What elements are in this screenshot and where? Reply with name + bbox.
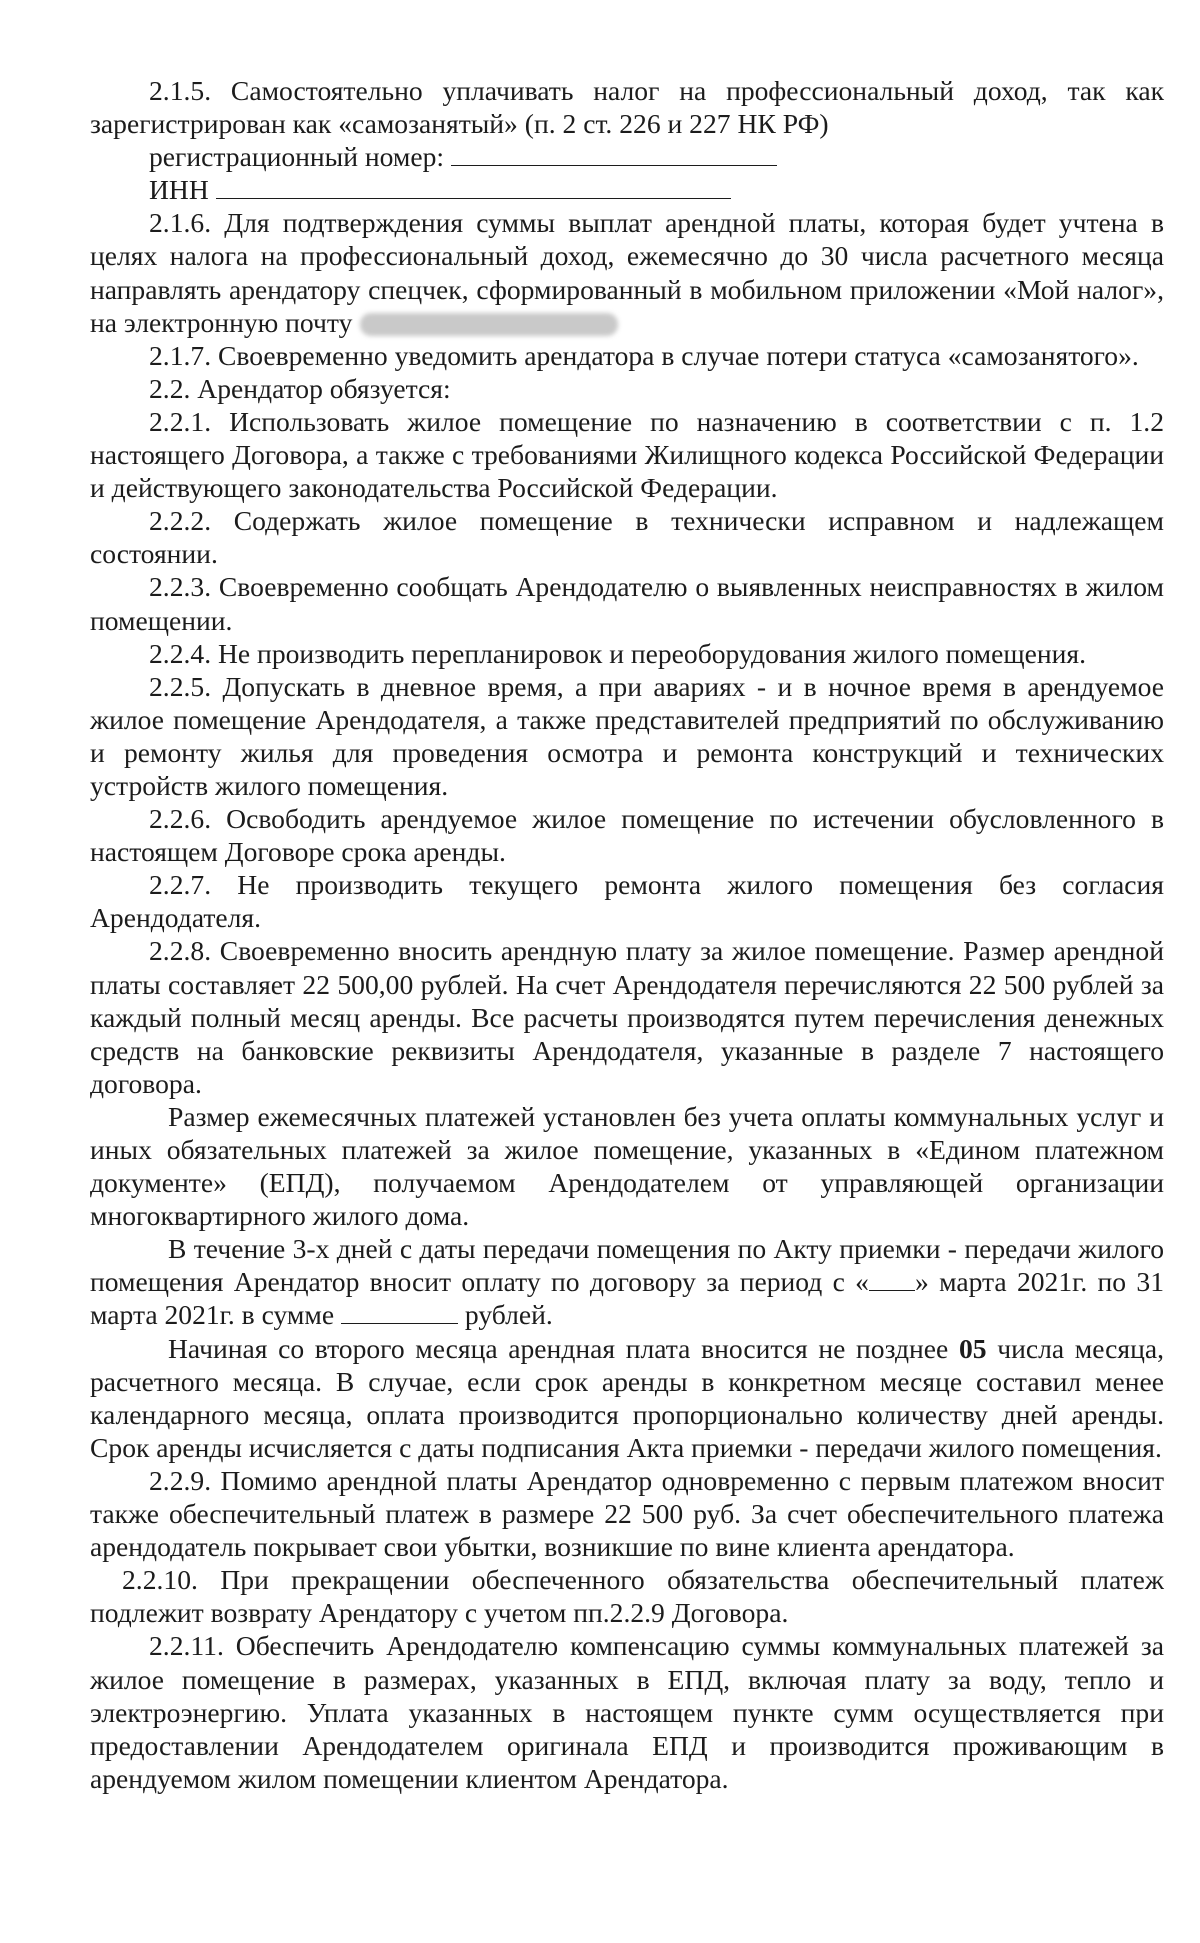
second-month-text-a: Начиная со второго месяца арендная плата вносится не позднее [168,1332,949,1364]
due-day: 05 [958,1332,987,1364]
first-payment-text-a: В течение 3-х дней с даты передачи помещения по Акту приемки - передачи жилого помещения Арендатор вносит оплату по договору за период с « [90,1233,1164,1298]
clause-2-2-1: 2.2.1. Использовать жилое помещение по назначению в соответствии с п. 1.2 настоящего Договора, а также с требованиями Жилищного кодекса Российской Федерации и действующего законодательства Российской Федерации. [90,405,1164,504]
clause-2-2-3: 2.2.3. Своевременно сообщать Арендодателю о выявленных неисправностях в жилом помещении. [90,571,1164,636]
clause-2-2-7: 2.2.7. Не производить текущего ремонта жилого помещения без согласия Арендодателя. [90,869,1164,934]
registration-number-label: регистрационный номер: [149,141,445,173]
redacted-email [360,313,618,336]
clause-2-2-8: 2.2.8. Своевременно вносить арендную плату за жилое помещение. Размер арендной платы составляет 22 500,00 рублей. На счет Арендодателя перечисляются 22 500 рублей за каждый полный месяц аренды. Все расчеты производятся путем перечисления денежных средств на банковские реквизиты Арендодателя, указанные в разделе 7 настоящего договора. [90,935,1164,1099]
inn-blank [216,174,731,199]
second-month-paragraph [90,1332,1164,1464]
inn-label: ИНН [149,174,209,206]
clause-2-1-6 [90,206,1164,338]
second-month-text-b: числа месяца, расчетного месяца. В случае, если срок аренды в конкретном месяце составил менее календарного месяца, оплата производится пропорционально количеству дней аренды. Срок аренды исчисляется с даты подписания Акта приемки - передачи жилого помещения. [90,1332,1164,1463]
registration-number-line [90,140,1164,173]
clause-2-2-5: 2.2.5. Допускать в дневное время, а при авариях - и в ночное время в арендуемое жилое помещение Арендодателя, а также представителей предприятий по обслуживанию и ремонту жилья для проведения осмотра и ремонта конструкций и технических устройств жилого помещения. [90,670,1164,801]
clause-2-2: 2.2. Арендатор обязуется: [149,372,451,404]
payments-paragraph: Размер ежемесячных платежей установлен без учета оплаты коммунальных услуг и иных обязательных платежей за жилое помещение, указанных в «Едином платежном документе» (ЕПД), получаемом Арендодателем от управляющей организации многоквартирного жилого дома. [90,1100,1164,1232]
clause-2-2-11: 2.2.11. Обеспечить Арендодателю компенсацию суммы коммунальных платежей за жилое помещение в размерах, указанных в ЕПД, включая плату за воду, тепло и электроэнергию. Уплата указанных в настоящем пункте сумм осуществляется при предоставлении Арендодателем оригинала ЕПД и производится проживающим в арендуемом жилом помещении клиентом Арендатора. [90,1630,1164,1794]
clause-2-1-5: 2.1.5. Самостоятельно уплачивать налог на профессиональный доход, так как зарегистрирован как «самозанятый» (п. 2 ст. 226 и 227 НК РФ) [90,75,1164,140]
start-date-blank [869,1266,915,1291]
clause-2-1-6-text: 2.1.6. Для подтверждения суммы выплат арендной платы, которая будет учтена в целях налога на профессиональный доход, ежемесячно до 30 числа расчетного месяца направлять арендатору спецчек, сформированный в мобильном приложении «Мой налог», на электронную почту [90,207,1164,338]
clause-2-2-9: 2.2.9. Помимо арендной платы Арендатор одновременно с первым платежом вносит также обеспечительный платеж в размере 22 500 руб. За счет обеспечительного платежа арендодатель покрывает свои убытки, возникшие по вине клиента арендатора. [90,1464,1164,1563]
clause-2-2-6: 2.2.6. Освободить арендуемое жилое помещение по истечении обусловленного в настоящем Договоре срока аренды. [90,803,1164,868]
registration-number-blank [451,141,777,166]
first-payment-text-b: » марта 2021г. по 31 марта 2021г. в сумме [90,1266,1165,1331]
clause-2-2-2: 2.2.2. Содержать жилое помещение в технически исправном и надлежащем состоянии. [90,505,1164,570]
first-payment-text-c: рублей. [464,1299,553,1331]
inn-line [90,173,1164,206]
contract-page [90,74,1164,1795]
clause-2-2-10: 2.2.10. При прекращении обеспеченного обязательства обеспечительный платеж подлежит возврату Арендатору с учетом пп.2.2.9 Договора. [90,1564,1164,1629]
clause-2-2-4: 2.2.4. Не производить перепланировок и переоборудования жилого помещения. [149,637,1087,669]
amount-blank [341,1299,458,1324]
first-payment-paragraph [90,1232,1164,1331]
clause-2-1-7: 2.1.7. Своевременно уведомить арендатора в случае потери статуса «самозанятого». [149,339,1139,371]
